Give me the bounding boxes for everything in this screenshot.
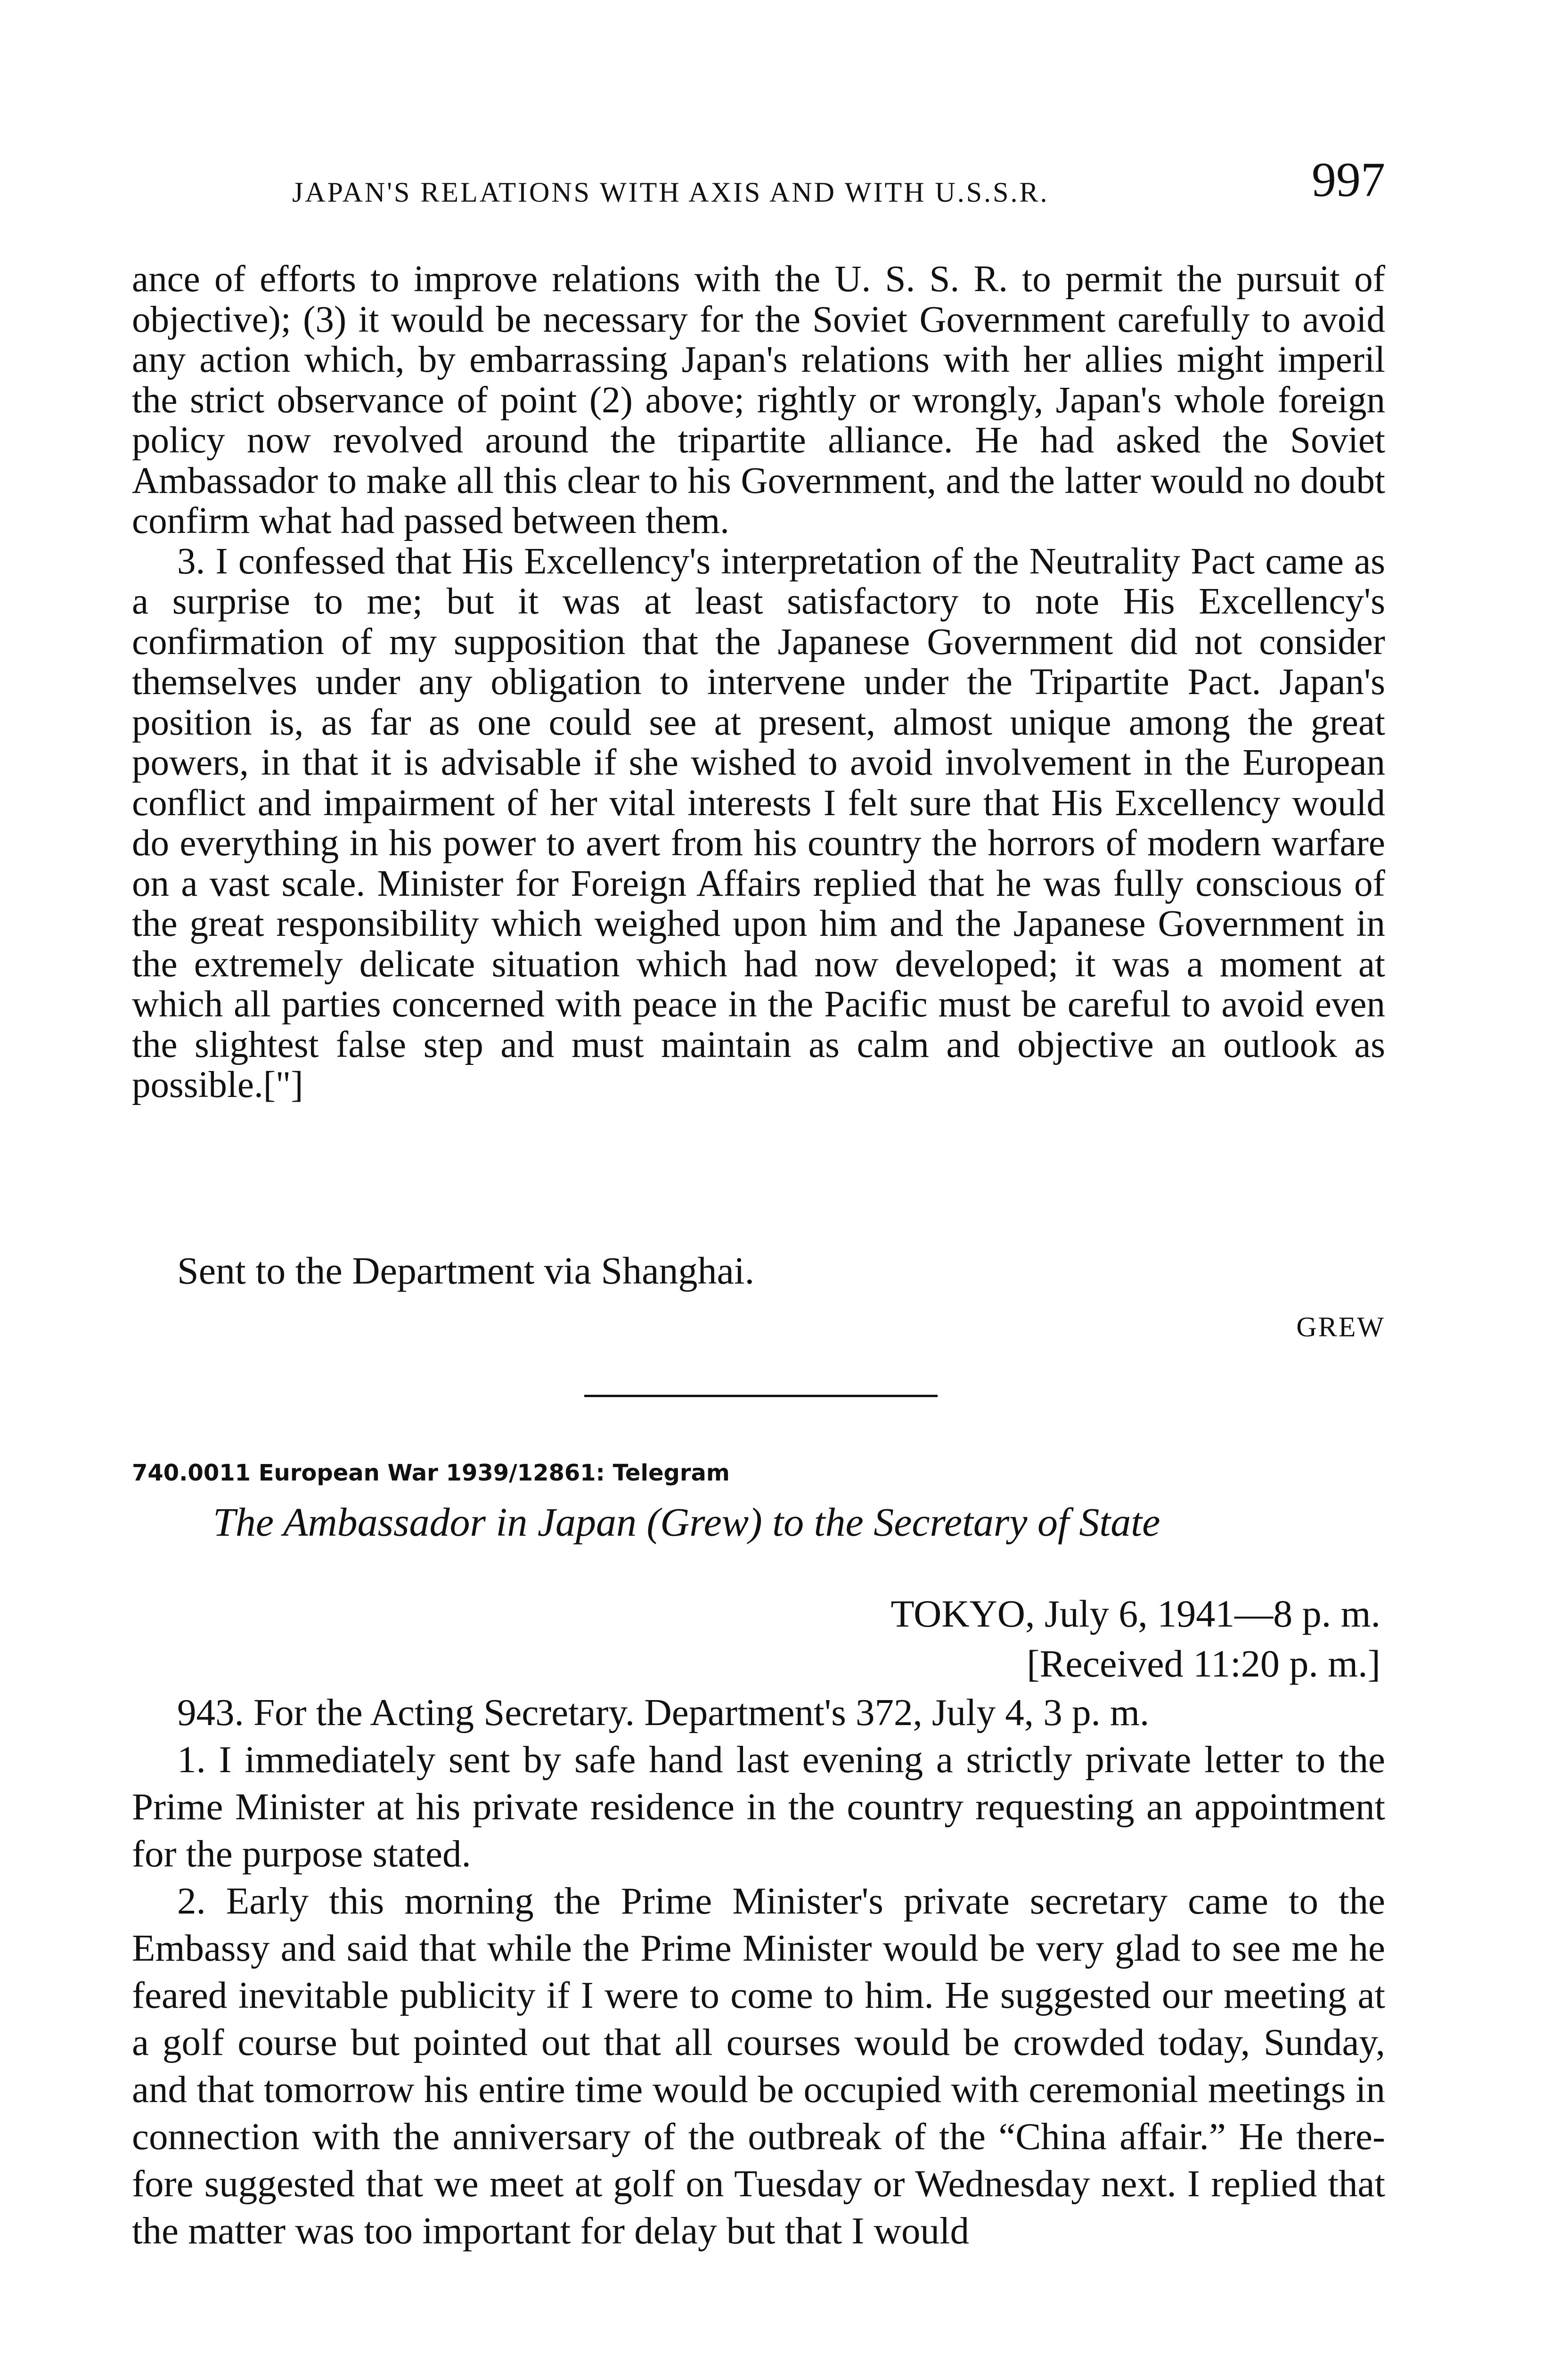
- body-text-telegram: [132, 1689, 1385, 2254]
- paragraph-3: 3. I confessed that His Excellency's interpretation of the Neutrality Pact came as a surprise to me; but it was at least satisfactory to note His Excellency's confirmation of my supposition that the Japanese Government did not consider themselves under any obligation to intervene under the Tripartite Pact. Japan's position is, as far as one could see at present, almost unique among the great powers, in that it is advisable if she wished to avoid involvement in the European conflict and impairment of her vital interests I felt sure that His Excellency would do everything in his power to avert from his country the horrors of modern warfare on a vast scale. Minister for Foreign Affairs replied that he was fully conscious of the great responsibility which weighed upon him and the Japanese Government in the extremely delicate situation which had now developed; it was a moment at which all parties concerned with peace in the Pacific must be careful to avoid even the slightest false step and must maintain as calm and objective an outlook as possible.["]: [132, 540, 1385, 1105]
- place-name: TOKYO: [890, 1592, 1026, 1635]
- continuation-paragraph: ance of efforts to improve relations with the U. S. S. R. to permit the pursuit of objective); (3) it would be necessary for the Soviet Government carefully to avoid any action which, by embarrassing Japan's relations with her allies might imperil the strict observance of point (2) above; rightly or wrongly, Japan's whole foreign policy now revolved around the tripartite alliance. He had asked the Soviet Ambassador to make all this clear to his Government, and the latter would no doubt confirm what had passed between them.: [132, 259, 1385, 541]
- paragraph-943: 943. For the Acting Secretary. Department's 372, July 4, 3 p. m.: [177, 1691, 1150, 1734]
- received-line: [Received 11:20 p. m.]: [1027, 1642, 1380, 1685]
- signature-text: GREW: [1296, 1311, 1385, 1342]
- paragraph-1: 1. I immediately sent by safe hand last evening a strictly private letter to the Prime Minister at his private residence in the country requesting an appointment for the purpose stated.: [132, 1738, 1385, 1875]
- place-and-date-line: [891, 1592, 1380, 1636]
- running-head: JAPAN'S RELATIONS WITH AXIS AND WITH U.S.S.R.: [292, 177, 1049, 208]
- sent-via-line: Sent to the Department via Shanghai.: [177, 1249, 755, 1292]
- section-separator-rule: [584, 1395, 938, 1397]
- document-title: The Ambassador in Japan (Grew) to the Secretary of State: [213, 1499, 1160, 1545]
- signature-grew: [1296, 1311, 1385, 1343]
- document-reference: 740.0011 European War 1939/12861: Telegram: [132, 1460, 730, 1486]
- paragraph-2: 2. Early this morning the Prime Minister's private secretary came to the Embassy and said that while the Prime Minister would be very glad to see me he feared inevitable publicity if I were to come to him. He suggested our meeting at a golf course but pointed out that all courses would be crowded today, Sunday, and that tomorrow his entire time would be occupied with ceremonial meetings in connection with the anniversary of the outbreak of the “China affair.” He therefore suggested that we meet at golf on Tuesday or Wednesday next. I replied that the matter was too important for delay but that I would: [132, 1880, 1385, 2252]
- date-text: , July 6, 1941—8 p. m.: [1025, 1592, 1380, 1635]
- body-text-first-section: [132, 259, 1385, 1105]
- page-number: 997: [1312, 153, 1385, 207]
- page-header: [132, 155, 1385, 217]
